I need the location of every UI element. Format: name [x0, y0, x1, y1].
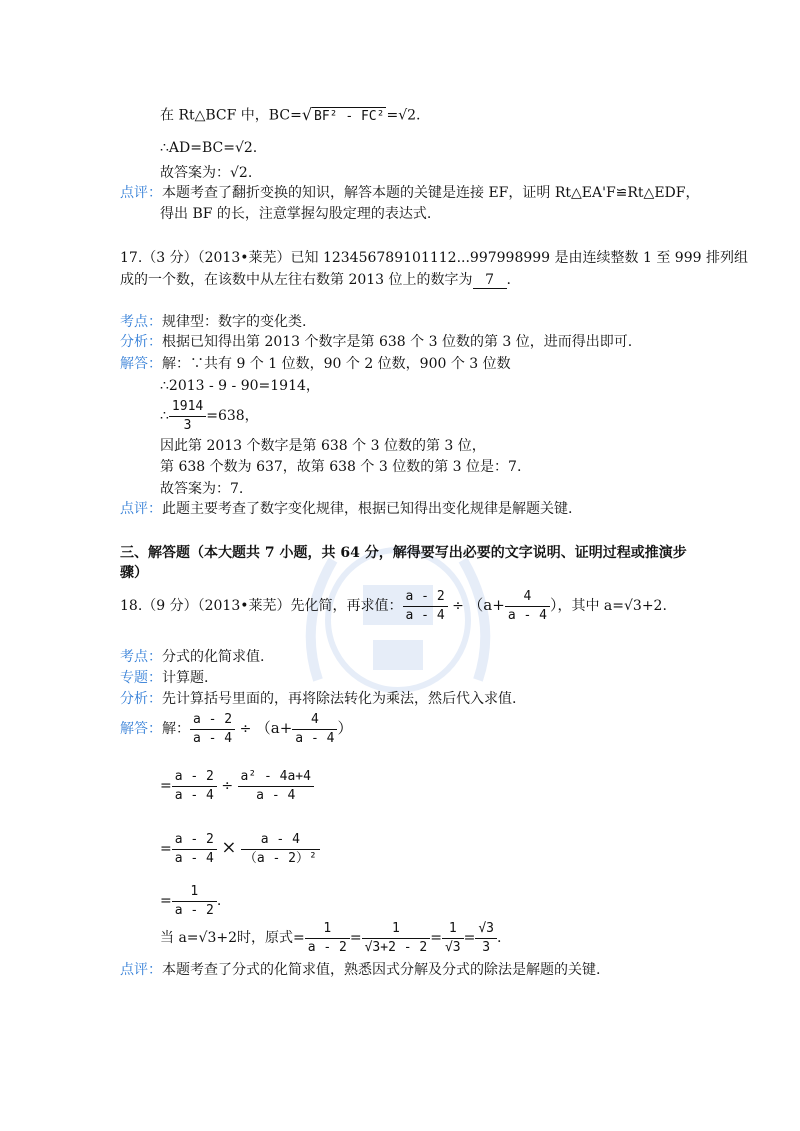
frac-num: √3: [475, 920, 497, 939]
sol3-frac2: [241, 831, 320, 868]
q17-answer-blank: 7: [473, 272, 507, 289]
frac-num: 1: [305, 920, 350, 939]
q17-dianping: [120, 499, 572, 519]
sol1-frac1: [190, 711, 235, 748]
q18-zhuanti: [120, 668, 208, 688]
q17-step3: [160, 396, 259, 436]
bc-sqrt: √ BF² - FC²: [301, 105, 385, 124]
jieda-label: 解答：: [120, 721, 162, 737]
frac-num: a² - 4a+4: [238, 768, 314, 787]
frac-num: 1: [362, 920, 431, 939]
q18-solution-line1: [120, 708, 352, 749]
q17-step3-suffix: =638，: [206, 408, 259, 424]
q17-stem-end: .: [506, 272, 511, 288]
q18-solution-line3: [160, 828, 320, 869]
paren-open: （a+: [468, 596, 505, 614]
frac-den: a - 2: [307, 939, 347, 955]
period: .: [216, 893, 222, 909]
frac-den: a - 4: [174, 787, 214, 803]
divide-sign: ÷: [239, 721, 252, 737]
q17-step2: ∴2013 - 9 - 90=1914，: [160, 378, 320, 394]
kaodian-text: 分式的化简求值.: [162, 649, 265, 665]
bc-radicand: BF² - FC²: [314, 109, 385, 124]
frac-num: a - 2: [172, 768, 217, 787]
q17-step4: 因此第 2013 个数字是第 638 个 3 位数的第 3 位，: [160, 438, 486, 454]
frac-den: a - 2: [174, 902, 214, 918]
paren-close: ）: [337, 719, 353, 737]
answer-16: 故答案为：√2.: [160, 165, 253, 181]
q18-stem-frac1: [403, 588, 448, 625]
section3-title-line1: 三、解答题（本大题共 7 小题，共 64 分，解得要写出必要的文字说明、证明过程或推演步: [120, 545, 687, 561]
kaodian-text: 规律型：数字的变化类.: [162, 314, 307, 330]
dianping-label: 点评：: [120, 501, 162, 517]
q18-stem: [120, 585, 667, 626]
bc-line: [160, 105, 420, 126]
section3-title-line2: 骤）: [120, 565, 148, 581]
zhuanti-label: 专题：: [120, 670, 162, 686]
frac-num: 1: [172, 883, 217, 902]
sol2-frac2: [238, 768, 314, 805]
paren-close: ）: [549, 596, 558, 614]
q17-frac-num: 1914: [169, 398, 206, 417]
sol5-frac3: [442, 920, 464, 957]
q18-solution-line5: [160, 918, 501, 958]
frac-den: a - 4: [174, 850, 214, 866]
times-sign: ×: [221, 837, 237, 858]
frac-num: 1: [442, 920, 464, 939]
comment-label: 点评：: [120, 185, 162, 201]
equals-sign: =: [349, 930, 362, 946]
frac-den: a - 4: [193, 730, 233, 746]
frac-den: 3: [482, 939, 491, 955]
dianping-text: 此题主要考查了数字变化规律，根据已知得出变化规律是解题关键.: [162, 501, 573, 517]
q18-dianping: [120, 960, 600, 980]
q17-stem-line2: [120, 270, 511, 290]
frac-den: √3+2 - 2: [364, 939, 428, 955]
frac-num: a - 2: [403, 588, 448, 607]
sol2-frac1: [172, 768, 217, 805]
q17-step1: 解：∵共有 9 个 1 位数，90 个 2 位数，900 个 3 位数: [162, 356, 511, 372]
frac-num: 4: [505, 588, 550, 607]
comment-16-line2: 得出 BF 的长，注意掌握勾股定理的表达式.: [160, 206, 432, 222]
jie-word: 解：: [162, 721, 190, 737]
fenxi-text: 根据已知得出第 2013 个数字是第 638 个 3 位数的第 3 位，进而得出即可.: [162, 334, 633, 350]
bc-prefix: 在 Rt△BCF 中，BC=: [160, 107, 302, 124]
q17-step6: 故答案为：7.: [160, 481, 244, 497]
frac-num: a - 2: [190, 711, 235, 730]
paren-open: （a+: [255, 719, 293, 737]
q17-stem2: 成的一个数，在该数中从左往右数第 2013 位上的数字为: [120, 272, 473, 288]
q18-fenxi: [120, 689, 516, 709]
sol5-frac4: [475, 920, 497, 957]
ad-line: ∴AD=BC=√2.: [160, 140, 258, 156]
frac-den: a - 4: [405, 607, 445, 623]
q17-step3-prefix: ∴: [160, 408, 169, 424]
bc-result: =√2.: [386, 107, 421, 124]
divide-sign: ÷: [221, 778, 234, 794]
zhuanti-text: 计算题.: [162, 670, 209, 686]
kaodian-label: 考点：: [120, 649, 162, 665]
equals-sign: =: [463, 930, 476, 946]
q17-frac-den: 3: [183, 417, 192, 433]
sol3-frac1: [172, 831, 217, 868]
fenxi-label: 分析：: [120, 691, 162, 707]
sol4-frac: [172, 883, 217, 920]
fenxi-label: 分析：: [120, 334, 162, 350]
q17-stem-line1: 17.（3 分）（2013•莱芜）已知 123456789101112...997998999 是由连续整数 1 至 999 排列组: [120, 250, 748, 266]
equals-sign: =: [160, 841, 172, 857]
divide-sign: ÷: [452, 598, 464, 614]
sol5-frac2: [362, 920, 431, 957]
dianping-label: 点评：: [120, 962, 162, 978]
comment-16-line1: [120, 183, 699, 203]
q17-fenxi: [120, 332, 632, 352]
frac-den: √3: [444, 939, 461, 955]
comment-16-text1: 本题考查了翻折变换的知识，解答本题的关键是连接 EF，证明 Rt△EA'F≌Rt△EDF，: [162, 185, 700, 201]
period: .: [497, 930, 502, 946]
fenxi-text: 先计算括号里面的，再将除法转化为乘法，然后代入求值.: [162, 691, 517, 707]
q18-kaodian: [120, 647, 264, 667]
frac-num: a - 4: [241, 831, 320, 850]
q17-kaodian: [120, 312, 306, 332]
dianping-text: 本题考查了分式的化简求值，熟悉因式分解及分式的除法是解题的关键.: [162, 962, 601, 978]
q18-solution-line4: [160, 881, 221, 921]
q18-stem-frac2: [505, 588, 550, 625]
equals-sign: =: [160, 893, 172, 909]
frac-den: a - 4: [256, 787, 296, 803]
sub-prefix: 当 a=√3+2时，原式=: [160, 930, 305, 946]
q17-step5: 第 638 个数为 637，故第 638 个 3 位数的第 3 位是：7.: [160, 459, 522, 475]
q17-fraction: [169, 398, 206, 435]
q17-jieda: [120, 354, 511, 374]
sol1-frac2: [292, 711, 337, 748]
frac-num: 4: [292, 711, 337, 730]
jieda-label: 解答：: [120, 356, 162, 372]
q18-solution-line2: [160, 766, 314, 806]
frac-den: a - 4: [295, 730, 335, 746]
sol5-frac1: [305, 920, 350, 957]
frac-den: a - 4: [507, 607, 547, 623]
equals-sign: =: [430, 930, 442, 946]
kaodian-label: 考点：: [120, 314, 162, 330]
equals-sign: =: [160, 778, 172, 794]
q18-stem-prefix: 18.（9 分）（2013•莱芜）先化简，再求值：: [120, 598, 403, 614]
frac-den: （a - 2）²: [243, 850, 317, 866]
q18-stem-suffix: ，其中 a=√3+2.: [557, 598, 667, 614]
frac-num: a - 2: [172, 831, 217, 850]
